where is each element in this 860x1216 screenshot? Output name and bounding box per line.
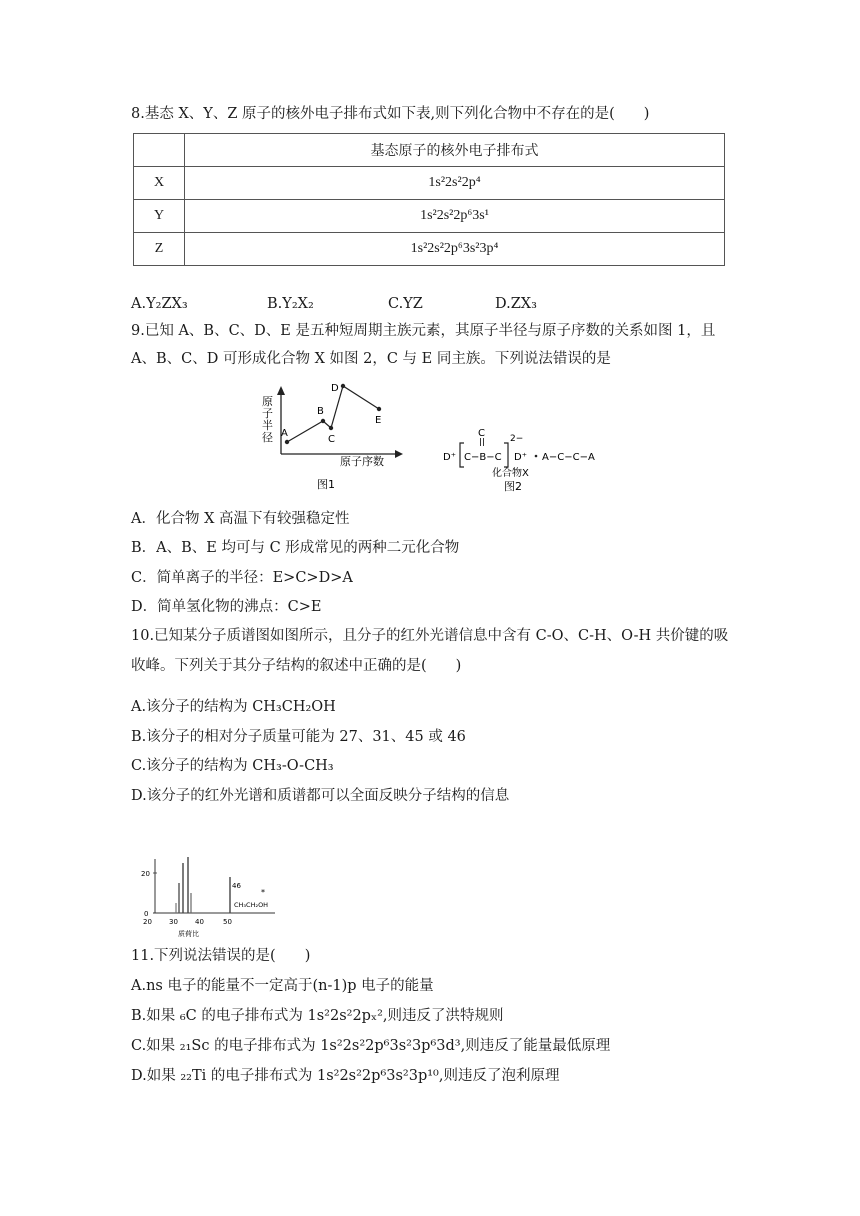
q10-stem-line2: 收峰。下列关于其分子结构的叙述中正确的是( ) <box>131 658 462 674</box>
spectrum-marker: * <box>261 888 265 897</box>
electron-config-table <box>133 133 725 266</box>
fig2-top-atom: C <box>478 428 485 439</box>
fig2-compound-label: 化合物X <box>492 468 529 479</box>
q8-option-c[interactable]: C.YZ <box>388 296 423 312</box>
fig2-chain: A−C−C−A <box>542 452 595 463</box>
q9-option-b[interactable]: B．A、B、E 均可与 C 形成常见的两种二元化合物 <box>131 540 460 556</box>
spectrum-ytick-0: 0 <box>144 910 149 918</box>
fig2-bracket-inner: C−B−C <box>464 452 502 463</box>
q9-option-d[interactable]: D．简单氢化物的沸点：C>E <box>131 599 322 615</box>
q10-option-d[interactable]: D.该分子的红外光谱和质谱都可以全面反映分子结构的信息 <box>131 788 510 804</box>
spectrum-peak-label: 46 <box>232 882 241 890</box>
table-row: Y 1s²2s²2p⁶3s¹ <box>134 200 725 233</box>
table-row: X 1s²2s²2p⁴ <box>134 167 725 200</box>
q9-option-c[interactable]: C．简单离子的半径：E>C>D>A <box>131 570 353 586</box>
fig1-point-b: B <box>317 406 324 417</box>
q11-stem: 11.下列说法错误的是( ) <box>131 948 311 964</box>
table-header: 基态原子的核外电子排布式 <box>185 134 725 167</box>
fig1-xlabel: 原子序数 <box>340 455 384 468</box>
q10-stem-line1: 10.已知某分子质谱图如图所示，且分子的红外光谱信息中含有 C-O、C-H、O-H 共价键的吸 <box>131 628 729 644</box>
fig1-point-a: A <box>281 428 288 439</box>
q10-option-c[interactable]: C.该分子的结构为 CH₃-O-CH₃ <box>131 758 334 774</box>
q11-option-c[interactable]: C.如果 ₂₁Sc 的电子排布式为 1s²2s²2p⁶3s²3p⁶3d³,则违反了能量最低原理 <box>131 1038 611 1054</box>
q8-option-b[interactable]: B.Y₂X₂ <box>267 296 314 312</box>
spectrum-xtick-50: 50 <box>223 918 232 926</box>
spectrum-xtick-40: 40 <box>195 918 204 926</box>
fig2-caption: 图2 <box>504 480 522 493</box>
figure-2-compound-x <box>440 425 610 497</box>
table-row: Z 1s²2s²2p⁶3s²3p⁴ <box>134 233 725 266</box>
fig1-caption: 图1 <box>317 478 335 491</box>
q10-option-a[interactable]: A.该分子的结构为 CH₃CH₂OH <box>131 699 336 715</box>
q8-options <box>131 294 537 314</box>
fig2-d-left: D⁺ <box>443 452 456 463</box>
q11-option-b[interactable]: B.如果 ₆C 的电子排布式为 1s²2s²2pₓ²,则违反了洪特规则 <box>131 1008 504 1024</box>
q8-option-d[interactable]: D.ZX₃ <box>495 296 537 312</box>
spectrum-formula: CH₃CH₂OH <box>234 901 269 909</box>
q8-stem: 8.基态 X、Y、Z 原子的核外电子排布式如下表,则下列化合物中不存在的是( ) <box>131 106 650 122</box>
fig2-d-right: D⁺ <box>514 452 527 463</box>
q11-option-a[interactable]: A.ns 电子的能量不一定高于(n-1)p 电子的能量 <box>131 978 434 994</box>
spectrum-xlabel: 质荷比 <box>178 930 199 938</box>
q10-option-b[interactable]: B.该分子的相对分子质量可能为 27、31、45 或 46 <box>131 729 466 745</box>
spectrum-ytick-20: 20 <box>141 870 150 878</box>
figure-1-radius-chart <box>255 378 405 493</box>
fig1-point-e: E <box>375 415 382 426</box>
fig1-point-c: C <box>328 434 335 445</box>
q9-option-a[interactable]: A．化合物 X 高温下有较强稳定性 <box>131 511 350 527</box>
spectrum-xtick-30: 30 <box>169 918 178 926</box>
q11-option-d[interactable]: D.如果 ₂₂Ti 的电子排布式为 1s²2s²2p⁶3s²3p¹⁰,则违反了泡利原理 <box>131 1068 560 1084</box>
spectrum-xtick-20: 20 <box>143 918 152 926</box>
q9-stem-line1: 9.已知 A、B、C、D、E 是五种短周期主族元素，其原子半径与原子序数的关系如图 1，且 <box>131 323 716 339</box>
q8-option-a[interactable]: A.Y₂ZX₃ <box>131 296 188 312</box>
table-header-row <box>134 134 725 167</box>
mass-spectrum-chart <box>133 855 283 943</box>
q9-stem-line2: A、B、C、D 可形成化合物 X 如图 2，C 与 E 同主族。下列说法错误的是 <box>131 351 611 367</box>
fig2-charge: 2− <box>510 434 524 444</box>
fig1-ylabel: 原子半径 <box>262 395 273 444</box>
fig1-point-d: D <box>331 383 339 394</box>
